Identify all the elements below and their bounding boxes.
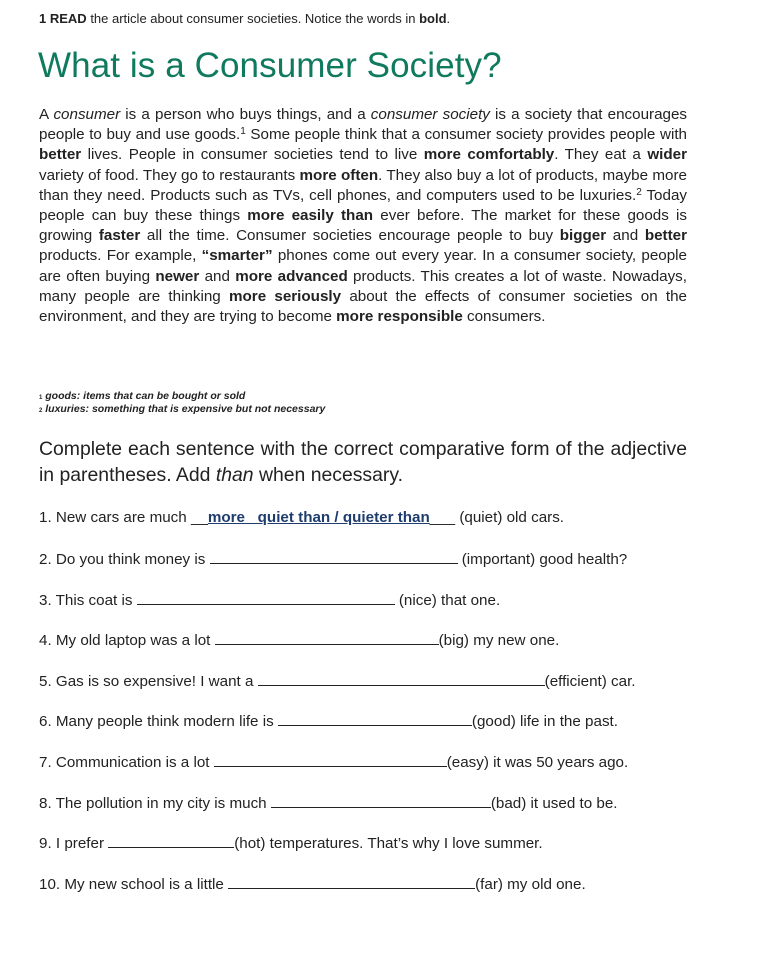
question-text: (bad) it used to be. <box>490 795 618 812</box>
question-6 <box>39 711 618 730</box>
article-text: products. For example, <box>39 247 202 265</box>
question-text: 1. New cars are much <box>39 509 191 526</box>
task-instructions <box>39 436 687 488</box>
answer-blank[interactable] <box>228 874 475 889</box>
comparative-word: faster <box>98 227 141 245</box>
answer-underscore: __ <box>190 509 208 526</box>
question-text: (easy) it was 50 years ago. <box>446 754 629 771</box>
task-text: when necessary. <box>253 464 404 486</box>
question-text: 9. I prefer <box>39 835 109 852</box>
comparative-word: bigger <box>559 227 607 245</box>
comparative-word: “smarter” <box>201 247 273 265</box>
footnote-text: luxuries: something that is expensive but not necessary <box>45 403 326 415</box>
question-text: (nice) that one. <box>394 592 501 609</box>
footnote-2 <box>39 403 325 418</box>
answer-blank[interactable] <box>271 793 491 808</box>
task-italic: than <box>215 464 254 486</box>
question-text: (efficient) car. <box>544 673 636 690</box>
footnote-ref: 2 <box>636 186 642 198</box>
article-text: Today people can buy these things <box>39 186 687 225</box>
question-7 <box>39 752 628 771</box>
article-text: about the effects of consumer societies on the environment, and they are trying to become <box>39 287 687 326</box>
question-9 <box>39 833 543 852</box>
article-text: variety of food. They go to restaurants <box>39 166 300 184</box>
article-body <box>39 105 687 327</box>
question-text: (far) my old one. <box>475 876 586 893</box>
instruction-line <box>39 11 450 26</box>
answer-blank[interactable] <box>210 549 458 564</box>
question-1 <box>39 509 564 526</box>
question-3 <box>39 590 500 609</box>
question-2 <box>39 549 627 568</box>
question-text: 4. My old laptop was a lot <box>39 632 215 649</box>
article-text: A <box>39 106 54 123</box>
answer-blank[interactable] <box>108 833 234 848</box>
read-label: READ <box>49 11 87 26</box>
comparative-word: newer <box>155 267 200 285</box>
question-10 <box>39 874 586 893</box>
instruction-bold-word: bold <box>419 11 447 26</box>
question-4 <box>39 630 559 649</box>
article-text: . They also buy a lot of products, maybe more than they need. Products such as TVs, cell phones, and computers used to be luxuries. <box>39 166 687 204</box>
comparative-word: better <box>644 227 688 245</box>
article-text: is a person who buys things, and a <box>120 106 371 123</box>
footnote-ref: 1 <box>240 126 246 138</box>
article-text: and <box>199 267 236 285</box>
footnote-number: 1 <box>39 395 43 401</box>
article-text: consumers. <box>462 308 546 326</box>
task-text: Complete each sentence with the correct comparative form of the adjective in parentheses. Add <box>39 438 687 486</box>
comparative-word: more responsible <box>336 308 463 326</box>
footnote-text: goods: items that can be bought or sold <box>45 390 246 402</box>
answer-blank[interactable] <box>137 590 395 605</box>
article-text: is a society that encourages people to buy and use goods. <box>39 106 688 144</box>
question-text: 5. Gas is so expensive! I want a <box>39 673 258 690</box>
answer-blank[interactable] <box>278 711 472 726</box>
answer-field[interactable]: more _quiet than / quieter than <box>207 509 430 526</box>
question-8 <box>39 793 618 812</box>
article-text: phones come out every year. In a consumer society, people are often buying <box>39 247 687 285</box>
article-text: ever before. The market for these goods is growing <box>39 207 688 245</box>
instruction-text: the article about consumer societies. Notice the words in <box>86 11 420 26</box>
article-title: What is a Consumer Society? <box>38 46 502 85</box>
comparative-word: more advanced <box>235 267 348 285</box>
question-text: 7. Communication is a lot <box>39 754 214 771</box>
article-italic: consumer <box>53 106 121 123</box>
question-text: 10. My new school is a little <box>39 876 229 893</box>
question-text: 8. The pollution in my city is much <box>39 795 271 812</box>
answer-blank[interactable] <box>214 752 447 767</box>
instruction-end: . <box>446 11 451 26</box>
article-text: Some people think that a consumer society provides people with <box>245 126 687 144</box>
question-text: 3. This coat is <box>39 592 137 609</box>
answer-blank[interactable] <box>258 671 545 686</box>
comparative-word: wider <box>647 146 687 164</box>
comparative-word: more easily than <box>247 207 374 225</box>
comparative-word: more comfortably <box>423 146 555 164</box>
question-text: (quiet) old cars. <box>455 509 565 526</box>
exercise-number: 1 <box>39 11 47 26</box>
question-5 <box>39 671 636 690</box>
article-text: all the time. Consumer societies encourage people to buy <box>140 227 560 245</box>
question-text: (big) my new one. <box>438 632 560 649</box>
footnote-number: 2 <box>39 408 43 414</box>
answer-underscore: ___ <box>429 509 456 526</box>
article-text: . They eat a <box>554 146 648 164</box>
comparative-word: more seriously <box>229 287 342 305</box>
article-text: and <box>606 227 645 245</box>
question-text: (good) life in the past. <box>471 713 618 730</box>
question-text: (hot) temperatures. That’s why I love summer. <box>234 835 543 852</box>
comparative-word: better <box>39 146 82 164</box>
article-italic: consumer society <box>370 106 490 123</box>
article-text: products. This creates a lot of waste. Nowadays, many people are thinking <box>39 267 687 305</box>
question-text: 6. Many people think modern life is <box>39 713 278 730</box>
comparative-word: more often <box>299 166 379 184</box>
article-text: lives. People in consumer societies tend to live <box>81 146 424 164</box>
answer-blank[interactable] <box>215 630 439 645</box>
question-text: 2. Do you think money is <box>39 551 210 568</box>
question-text: (important) good health? <box>457 551 628 568</box>
